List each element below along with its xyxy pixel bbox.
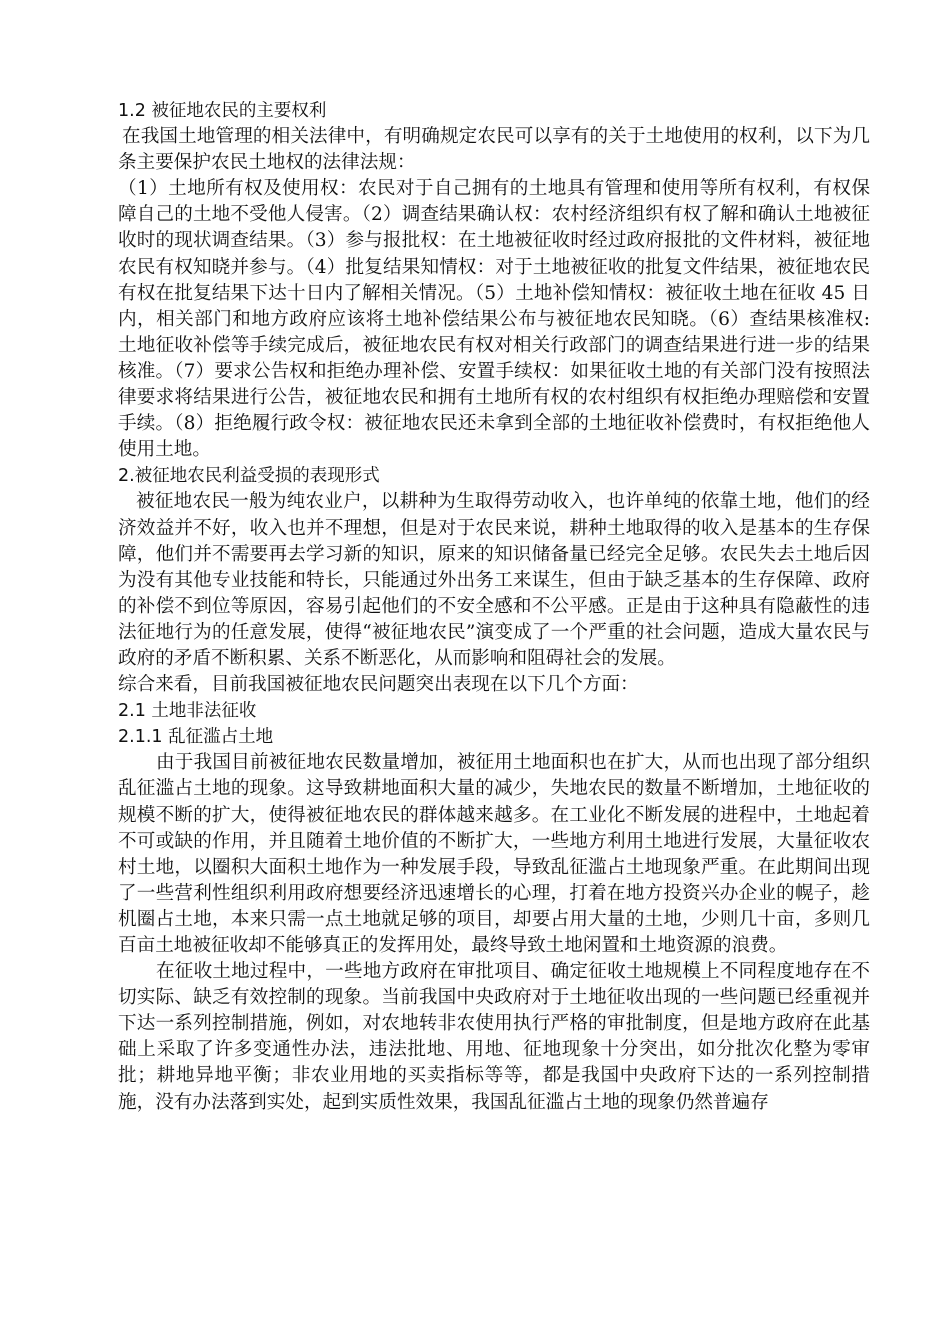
paragraph-summary: 综合来看，目前我国被征地农民问题突出表现在以下几个方面： bbox=[118, 674, 639, 696]
paragraph-approval: 在征收土地过程中，一些地方政府在审批项目、确定征收土地规模上不同程度地存在不切实际、缺乏有效控制的现象。当前我国中央政府对于土地征收出现的一些问题已经重视并下达一系列控制措施，例如，对农地转非农使用执行严格的审批制度，但是地方政府在此基础上采取了许多变通性办法，违法批地、用地、征地现象十分突出，如分批次化整为零审批；耕地异地平衡；非农业用地的买卖指标等等，都是我国中央政府下达的一系列控制措施，没有办法落到实处，起到实质性效果，我国乱征滥占土地的现象仍然普遍存 bbox=[118, 961, 870, 1113]
section-heading-1-2: 1.2 被征地农民的主要权利 bbox=[118, 101, 327, 121]
section-heading-2: 2.被征地农民利益受损的表现形式 bbox=[118, 466, 380, 487]
paragraph-land-grab: 由于我国目前被征地农民数量增加，被征用土地面积也在扩大，从而也出现了部分组织乱征滥占土地的现象。这导致耕地面积大量的减少，失地农民的数量不断增加，土地征收的规模不断的扩大，使得被征地农民的群体越来越多。在工业化不断发展的进程中，土地起着不可或缺的作用，并且随着土地价值的不断扩大，一些地方利用土地进行发展，大量征收农村土地，以圈积大面积土地作为一种发展手段，导致乱征滥占土地现象严重。在此期间出现了一些营利性组织利用政府想要经济迅速增长的心理，打着在地方投资兴办企业的幌子，趁机圈占土地，本来只需一点土地就足够的项目，却要占用大量的土地，少则几十亩，多则几百亩土地被征收却不能够真正的发挥用处，最终导致土地闲置和土地资源的浪费。 bbox=[118, 752, 870, 956]
section-heading-2-1-1: 2.1.1 乱征滥占土地 bbox=[118, 727, 274, 748]
section-heading-2-1: 2.1 土地非法征收 bbox=[118, 701, 257, 722]
paragraph-intro: 在我国土地管理的相关法律中，有明确规定农民可以享有的关于土地使用的权利，以下为几条主要保护农民土地权的法律法规： bbox=[118, 126, 870, 174]
document-page bbox=[118, 98, 870, 1116]
paragraph-interest-loss: 被征地农民一般为纯农业户，以耕种为生取得劳动收入，也许单纯的依靠土地，他们的经济效益并不好，收入也并不理想，但是对于农民来说，耕种土地取得的收入是基本的生存保障，他们并不需要再去学习新的知识，原来的知识储备量已经完全足够。农民失去土地后因为没有其他专业技能和特长，只能通过外出务工来谋生，但由于缺乏基本的生存保障、政府的补偿不到位等原因，容易引起他们的不安全感和不公平感。正是由于这种具有隐蔽性的违法征地行为的任意发展，使得“被征地农民”演变成了一个严重的社会问题，造成大量农民与政府的矛盾不断积累、关系不断恶化，从而影响和阻碍社会的发展。 bbox=[118, 491, 870, 669]
paragraph-rights-list: （1）土地所有权及使用权：农民对于自己拥有的土地具有管理和使用等所有权利，有权保障自己的土地不受他人侵害。（2）调查结果确认权：农村经济组织有权了解和确认土地被征收时的现状调查结果。（3）参与报批权：在土地被征收时经过政府报批的文件材料，被征地农民有权知晓并参与。（4）批复结果知情权：对于土地被征收的批复文件结果，被征地农民有权在批复结果下达十日内了解相关情况。（5）土地补偿知情权：被征收土地在征收 45 日内，相关部门和地方政府应该将土地补偿结果公布与被征地农民知晓。（6）查结果核准权:土地征收补偿等手续完成后，被征地农民有权对相关行政部门的调查结果进行进一步的结果核准。（7）要求公告权和拒绝办理补偿、安置手续权：如果征收土地的有关部门没有按照法律要求将结果进行公告，被征地农民和拥有土地所有权的农村组织有权拒绝办理赔偿和安置手续。（8）拒绝履行政令权：被征地农民还未拿到全部的土地征收补偿费时，有权拒绝他人使用土地。 bbox=[118, 178, 870, 461]
